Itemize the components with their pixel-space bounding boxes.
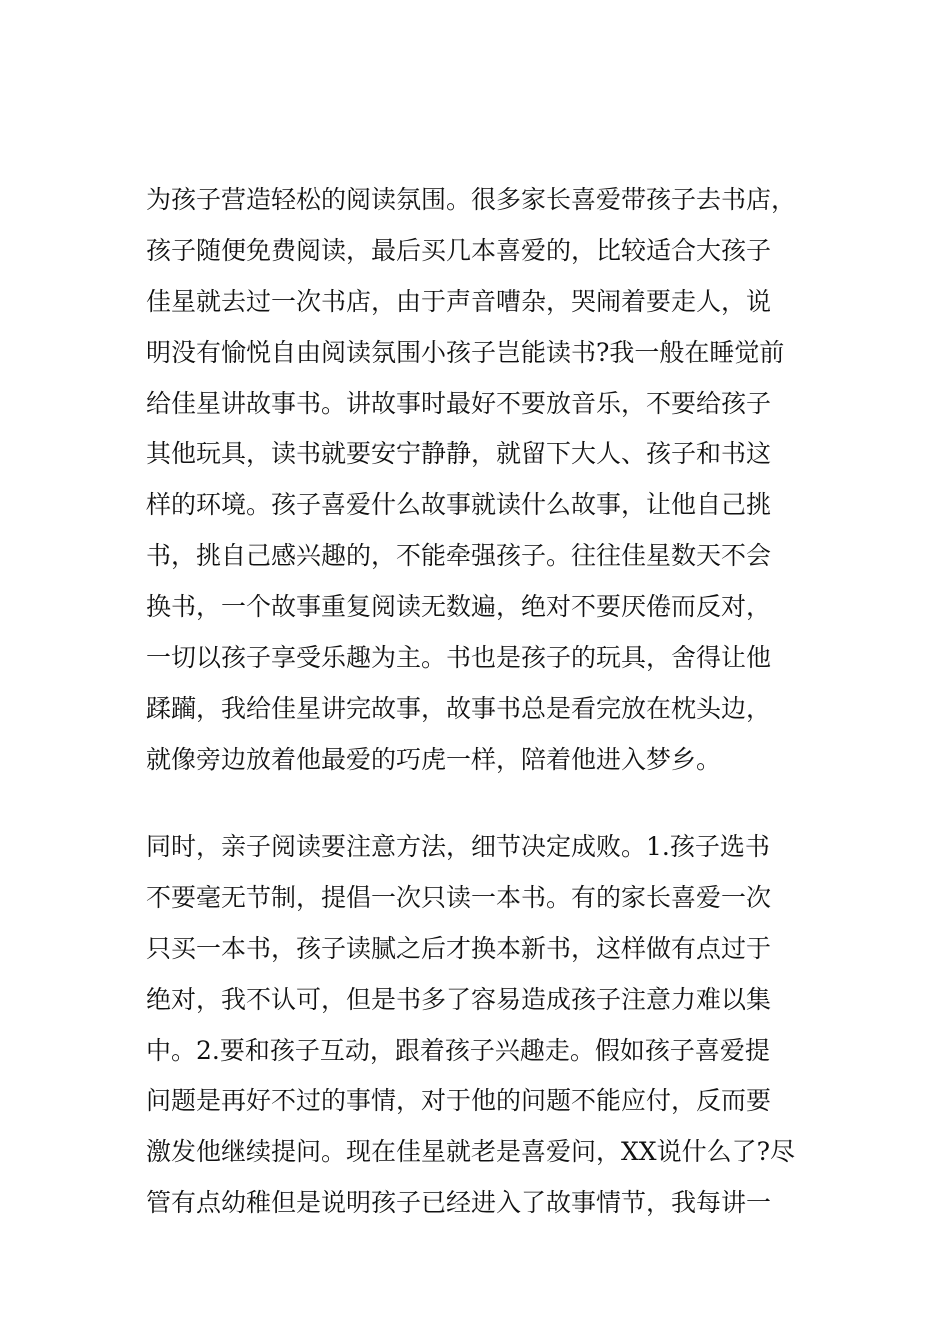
text-line: 不要毫无节制，提倡一次只读一本书。有的家长喜爱一次 — [146, 882, 772, 912]
text-line: 为孩子营造轻松的阅读氛围。很多家长喜爱带孩子去书店， — [146, 185, 797, 214]
text-line: 就像旁边放着他最爱的巧虎一样，陪着他进入梦乡。 — [146, 744, 722, 774]
text-line: 蹂躏，我给佳星讲完故事，故事书总是看完放在枕头边， — [146, 693, 772, 723]
text-line: 只买一本书，孩子读腻之后才换本新书，这样做有点过于 — [146, 933, 772, 963]
text-line: 一切以孩子享受乐趣为主。书也是孩子的玩具，舍得让他 — [146, 643, 772, 673]
text-line: 绝对，我不认可，但是书多了容易造成孩子注意力难以集 — [146, 984, 772, 1014]
text-line: 问题是再好不过的事情，对于他的问题不能应付，反而要 — [146, 1086, 772, 1116]
text-line: 同时，亲子阅读要注意方法，细节决定成败。1.孩子选书 — [146, 832, 770, 861]
text-line: 激发他继续提问。现在佳星就老是喜爱问，XX说什么了?尽 — [146, 1137, 796, 1167]
text-line: 中。2.要和孩子互动，跟着孩子兴趣走。假如孩子喜爱提 — [146, 1035, 770, 1065]
text-line: 换书，一个故事重复阅读无数遍，绝对不要厌倦而反对， — [146, 592, 772, 622]
text-line: 其他玩具，读书就要安宁静静，就留下大人、孩子和书这 — [146, 439, 772, 469]
text-line: 书，挑自己感兴趣的，不能牵强孩子。往往佳星数天不会 — [146, 541, 772, 571]
text-line: 孩子随便免费阅读，最后买几本喜爱的，比较适合大孩子 — [146, 235, 772, 265]
paragraph-reading-methods — [146, 822, 826, 1229]
text-line: 佳星就去过一次书店，由于声音嘈杂，哭闹着要走人，说 — [146, 286, 772, 316]
text-line: 明没有愉悦自由阅读氛围小孩子岂能读书?我一般在睡觉前 — [146, 337, 785, 367]
paragraph-reading-atmosphere — [146, 175, 826, 786]
text-line: 样的环境。孩子喜爱什么故事就读什么故事，让他自己挑 — [146, 490, 772, 520]
text-line: 给佳星讲故事书。讲故事时最好不要放音乐，不要给孩子 — [146, 388, 772, 418]
text-line: 管有点幼稚但是说明孩子已经进入了故事情节，我每讲一 — [146, 1188, 772, 1218]
